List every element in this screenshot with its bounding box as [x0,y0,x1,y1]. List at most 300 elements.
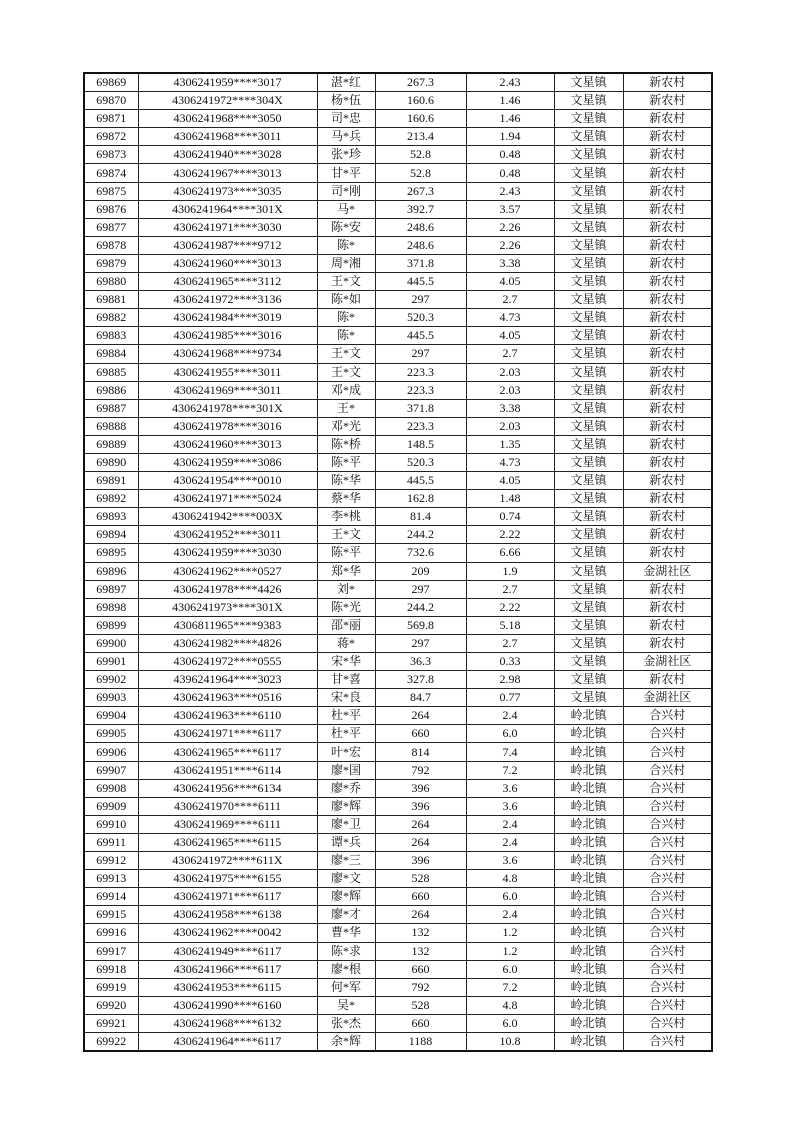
town-cell: 文星镇 [554,273,623,291]
town-cell: 文星镇 [554,472,623,490]
town-cell: 文星镇 [554,363,623,381]
town-cell: 文星镇 [554,164,623,182]
table-row [84,182,712,200]
table-row [84,942,712,960]
amount-cell: 392.7 [375,200,466,218]
name-cell: 廖*辉 [317,888,375,906]
amount-cell: 660 [375,1014,466,1032]
id-number-cell: 4306241985****3016 [138,327,317,345]
table-row [84,128,712,146]
village-cell: 合兴村 [623,743,712,761]
town-cell: 岭北镇 [554,833,623,851]
town-cell: 文星镇 [554,236,623,254]
town-cell: 文星镇 [554,128,623,146]
village-cell: 新农村 [623,634,712,652]
table-row [84,671,712,689]
name-cell: 邓*光 [317,417,375,435]
town-cell: 文星镇 [554,381,623,399]
id-number-cell: 4306241972****0555 [138,653,317,671]
town-cell: 岭北镇 [554,888,623,906]
area-cell: 0.33 [466,653,554,671]
id-number-cell: 4306241965****6115 [138,833,317,851]
amount-cell: 528 [375,870,466,888]
town-cell: 岭北镇 [554,870,623,888]
serial-number-cell: 69905 [84,725,138,743]
table-row [84,797,712,815]
name-cell: 邵*丽 [317,616,375,634]
serial-number-cell: 69888 [84,417,138,435]
amount-cell: 569.8 [375,616,466,634]
name-cell: 刘* [317,580,375,598]
serial-number-cell: 69912 [84,852,138,870]
amount-cell: 244.2 [375,526,466,544]
serial-number-cell: 69906 [84,743,138,761]
amount-cell: 264 [375,815,466,833]
serial-number-cell: 69908 [84,779,138,797]
table-row [84,960,712,978]
name-cell: 王* [317,399,375,417]
village-cell: 合兴村 [623,779,712,797]
town-cell: 岭北镇 [554,1032,623,1051]
table-row [84,435,712,453]
village-cell: 新农村 [623,508,712,526]
name-cell: 廖*才 [317,906,375,924]
id-number-cell: 4306241968****9734 [138,345,317,363]
name-cell: 廖*文 [317,870,375,888]
name-cell: 李*桃 [317,508,375,526]
name-cell: 郑*华 [317,562,375,580]
name-cell: 陈*华 [317,472,375,490]
id-number-cell: 4306241990****6160 [138,996,317,1014]
id-number-cell: 4306241967****3013 [138,164,317,182]
amount-cell: 267.3 [375,182,466,200]
amount-cell: 297 [375,345,466,363]
table-body [84,73,712,1051]
table-row [84,888,712,906]
area-cell: 2.26 [466,236,554,254]
serial-number-cell: 69873 [84,146,138,164]
table-row [84,598,712,616]
town-cell: 岭北镇 [554,996,623,1014]
village-cell: 合兴村 [623,960,712,978]
area-cell: 2.43 [466,73,554,92]
area-cell: 2.7 [466,580,554,598]
name-cell: 廖*辉 [317,797,375,815]
id-number-cell: 4306241968****3050 [138,110,317,128]
village-cell: 合兴村 [623,707,712,725]
village-cell: 新农村 [623,526,712,544]
table-row [84,291,712,309]
id-number-cell: 4306241969****6111 [138,815,317,833]
id-number-cell: 4306241969****3011 [138,381,317,399]
table-row [84,653,712,671]
name-cell: 宋*华 [317,653,375,671]
village-cell: 新农村 [623,92,712,110]
town-cell: 文星镇 [554,689,623,707]
id-number-cell: 4306241982****4826 [138,634,317,652]
town-cell: 岭北镇 [554,978,623,996]
area-cell: 2.03 [466,363,554,381]
id-number-cell: 4306241978****3016 [138,417,317,435]
amount-cell: 223.3 [375,363,466,381]
table-row [84,725,712,743]
town-cell: 岭北镇 [554,924,623,942]
name-cell: 叶*宏 [317,743,375,761]
amount-cell: 660 [375,725,466,743]
name-cell: 杜*平 [317,707,375,725]
table-row [84,544,712,562]
serial-number-cell: 69892 [84,490,138,508]
village-cell: 合兴村 [623,797,712,815]
serial-number-cell: 69880 [84,273,138,291]
id-number-cell: 4306241952****3011 [138,526,317,544]
village-cell: 新农村 [623,345,712,363]
amount-cell: 396 [375,852,466,870]
name-cell: 陈*平 [317,544,375,562]
serial-number-cell: 69917 [84,942,138,960]
area-cell: 1.35 [466,435,554,453]
amount-cell: 223.3 [375,381,466,399]
village-cell: 新农村 [623,236,712,254]
area-cell: 3.6 [466,779,554,797]
serial-number-cell: 69894 [84,526,138,544]
serial-number-cell: 69903 [84,689,138,707]
area-cell: 2.22 [466,526,554,544]
id-number-cell: 4306241973****301X [138,598,317,616]
town-cell: 岭北镇 [554,852,623,870]
table-row [84,73,712,92]
area-cell: 4.73 [466,453,554,471]
table-row [84,327,712,345]
name-cell: 宋*良 [317,689,375,707]
area-cell: 1.2 [466,942,554,960]
table-row [84,236,712,254]
amount-cell: 814 [375,743,466,761]
id-number-cell: 4306241971****6117 [138,888,317,906]
town-cell: 文星镇 [554,490,623,508]
village-cell: 合兴村 [623,924,712,942]
area-cell: 4.8 [466,870,554,888]
serial-number-cell: 69899 [84,616,138,634]
name-cell: 陈*安 [317,218,375,236]
village-cell: 新农村 [623,200,712,218]
village-cell: 新农村 [623,363,712,381]
area-cell: 5.18 [466,616,554,634]
id-number-cell: 4306241984****3019 [138,309,317,327]
table-row [84,743,712,761]
table-row [84,1032,712,1051]
area-cell: 4.05 [466,472,554,490]
amount-cell: 297 [375,580,466,598]
serial-number-cell: 69916 [84,924,138,942]
town-cell: 文星镇 [554,435,623,453]
area-cell: 0.48 [466,146,554,164]
serial-number-cell: 69920 [84,996,138,1014]
amount-cell: 528 [375,996,466,1014]
town-cell: 岭北镇 [554,815,623,833]
serial-number-cell: 69886 [84,381,138,399]
serial-number-cell: 69914 [84,888,138,906]
town-cell: 文星镇 [554,399,623,417]
name-cell: 陈*如 [317,291,375,309]
amount-cell: 327.8 [375,671,466,689]
village-cell: 合兴村 [623,815,712,833]
amount-cell: 792 [375,761,466,779]
area-cell: 2.26 [466,218,554,236]
village-cell: 新农村 [623,417,712,435]
serial-number-cell: 69871 [84,110,138,128]
id-number-cell: 4306241962****0042 [138,924,317,942]
id-number-cell: 4306241970****6111 [138,797,317,815]
table-row [84,453,712,471]
area-cell: 2.03 [466,381,554,399]
records-table [83,72,713,1052]
name-cell: 何*军 [317,978,375,996]
town-cell: 文星镇 [554,616,623,634]
serial-number-cell: 69891 [84,472,138,490]
village-cell: 新农村 [623,291,712,309]
amount-cell: 264 [375,707,466,725]
amount-cell: 520.3 [375,309,466,327]
area-cell: 2.03 [466,417,554,435]
id-number-cell: 4306241964****301X [138,200,317,218]
id-number-cell: 4306241968****3011 [138,128,317,146]
serial-number-cell: 69879 [84,254,138,272]
village-cell: 新农村 [623,671,712,689]
id-number-cell: 4306241956****6134 [138,779,317,797]
serial-number-cell: 69875 [84,182,138,200]
id-number-cell: 4306241960****3013 [138,435,317,453]
area-cell: 4.8 [466,996,554,1014]
amount-cell: 52.8 [375,146,466,164]
id-number-cell: 4306241962****0527 [138,562,317,580]
village-cell: 新农村 [623,218,712,236]
village-cell: 新农村 [623,273,712,291]
table-row [84,490,712,508]
village-cell: 新农村 [623,598,712,616]
town-cell: 文星镇 [554,327,623,345]
table-row [84,164,712,182]
name-cell: 廖*根 [317,960,375,978]
serial-number-cell: 69893 [84,508,138,526]
table-row [84,417,712,435]
name-cell: 蔡*华 [317,490,375,508]
serial-number-cell: 69911 [84,833,138,851]
table-row [84,815,712,833]
id-number-cell: 4306241971****6117 [138,725,317,743]
id-number-cell: 4306241966****6117 [138,960,317,978]
town-cell: 文星镇 [554,562,623,580]
village-cell: 合兴村 [623,870,712,888]
amount-cell: 660 [375,960,466,978]
village-cell: 新农村 [623,490,712,508]
id-number-cell: 4306241960****3013 [138,254,317,272]
table-row [84,852,712,870]
amount-cell: 209 [375,562,466,580]
area-cell: 4.05 [466,273,554,291]
name-cell: 廖*卫 [317,815,375,833]
area-cell: 10.8 [466,1032,554,1051]
name-cell: 廖*三 [317,852,375,870]
amount-cell: 132 [375,924,466,942]
town-cell: 文星镇 [554,200,623,218]
area-cell: 2.98 [466,671,554,689]
village-cell: 新农村 [623,164,712,182]
village-cell: 新农村 [623,182,712,200]
name-cell: 甘*平 [317,164,375,182]
id-number-cell: 4306241965****6117 [138,743,317,761]
area-cell: 3.38 [466,254,554,272]
name-cell: 杨*伍 [317,92,375,110]
village-cell: 新农村 [623,435,712,453]
serial-number-cell: 69898 [84,598,138,616]
amount-cell: 223.3 [375,417,466,435]
area-cell: 0.77 [466,689,554,707]
area-cell: 6.0 [466,960,554,978]
table-row [84,616,712,634]
village-cell: 合兴村 [623,942,712,960]
table-row [84,309,712,327]
area-cell: 7.4 [466,743,554,761]
table-row [84,1014,712,1032]
id-number-cell: 4306241972****611X [138,852,317,870]
town-cell: 文星镇 [554,182,623,200]
town-cell: 文星镇 [554,544,623,562]
amount-cell: 371.8 [375,399,466,417]
amount-cell: 244.2 [375,598,466,616]
table-row [84,92,712,110]
name-cell: 马* [317,200,375,218]
area-cell: 2.7 [466,345,554,363]
town-cell: 岭北镇 [554,725,623,743]
town-cell: 文星镇 [554,417,623,435]
town-cell: 岭北镇 [554,1014,623,1032]
serial-number-cell: 69913 [84,870,138,888]
table-row [84,363,712,381]
serial-number-cell: 69889 [84,435,138,453]
name-cell: 余*辉 [317,1032,375,1051]
name-cell: 陈*求 [317,942,375,960]
area-cell: 1.2 [466,924,554,942]
village-cell: 新农村 [623,472,712,490]
village-cell: 新农村 [623,128,712,146]
table-row [84,996,712,1014]
amount-cell: 792 [375,978,466,996]
town-cell: 岭北镇 [554,743,623,761]
town-cell: 文星镇 [554,309,623,327]
id-number-cell: 4306241973****3035 [138,182,317,200]
id-number-cell: 4306241987****9712 [138,236,317,254]
amount-cell: 445.5 [375,327,466,345]
table-row [84,978,712,996]
table-row [84,870,712,888]
name-cell: 廖*国 [317,761,375,779]
table-row [84,906,712,924]
area-cell: 6.66 [466,544,554,562]
id-number-cell: 4306241958****6138 [138,906,317,924]
amount-cell: 36.3 [375,653,466,671]
id-number-cell: 4306241971****3030 [138,218,317,236]
village-cell: 新农村 [623,110,712,128]
id-number-cell: 4306241972****304X [138,92,317,110]
town-cell: 岭北镇 [554,707,623,725]
area-cell: 1.9 [466,562,554,580]
town-cell: 文星镇 [554,580,623,598]
id-number-cell: 4306241953****6115 [138,978,317,996]
town-cell: 文星镇 [554,453,623,471]
village-cell: 金湖社区 [623,653,712,671]
amount-cell: 396 [375,779,466,797]
village-cell: 合兴村 [623,1032,712,1051]
town-cell: 文星镇 [554,92,623,110]
table-row [84,761,712,779]
village-cell: 新农村 [623,309,712,327]
id-number-cell: 4306241951****6114 [138,761,317,779]
area-cell: 7.2 [466,978,554,996]
amount-cell: 445.5 [375,273,466,291]
table-row [84,580,712,598]
name-cell: 陈* [317,236,375,254]
town-cell: 文星镇 [554,508,623,526]
table-row [84,562,712,580]
village-cell: 合兴村 [623,978,712,996]
area-cell: 2.22 [466,598,554,616]
village-cell: 新农村 [623,453,712,471]
village-cell: 新农村 [623,580,712,598]
name-cell: 廖*乔 [317,779,375,797]
village-cell: 新农村 [623,73,712,92]
serial-number-cell: 69881 [84,291,138,309]
area-cell: 3.38 [466,399,554,417]
name-cell: 谭*兵 [317,833,375,851]
area-cell: 6.0 [466,725,554,743]
name-cell: 吴* [317,996,375,1014]
amount-cell: 162.8 [375,490,466,508]
serial-number-cell: 69869 [84,73,138,92]
amount-cell: 160.6 [375,92,466,110]
name-cell: 王*文 [317,345,375,363]
town-cell: 文星镇 [554,218,623,236]
name-cell: 曹*华 [317,924,375,942]
amount-cell: 297 [375,634,466,652]
amount-cell: 396 [375,797,466,815]
area-cell: 2.43 [466,182,554,200]
name-cell: 司*忠 [317,110,375,128]
area-cell: 1.46 [466,92,554,110]
area-cell: 6.0 [466,888,554,906]
area-cell: 1.94 [466,128,554,146]
serial-number-cell: 69919 [84,978,138,996]
table-row [84,779,712,797]
table-row [84,526,712,544]
village-cell: 合兴村 [623,1014,712,1032]
serial-number-cell: 69884 [84,345,138,363]
serial-number-cell: 69921 [84,1014,138,1032]
village-cell: 新农村 [623,327,712,345]
town-cell: 文星镇 [554,73,623,92]
serial-number-cell: 69901 [84,653,138,671]
id-number-cell: 4306241963****6110 [138,707,317,725]
table-row [84,399,712,417]
table-row [84,200,712,218]
id-number-cell: 4306241971****5024 [138,490,317,508]
amount-cell: 84.7 [375,689,466,707]
id-number-cell: 4306241959****3086 [138,453,317,471]
amount-cell: 297 [375,291,466,309]
serial-number-cell: 69890 [84,453,138,471]
id-number-cell: 4306241975****6155 [138,870,317,888]
amount-cell: 1188 [375,1032,466,1051]
